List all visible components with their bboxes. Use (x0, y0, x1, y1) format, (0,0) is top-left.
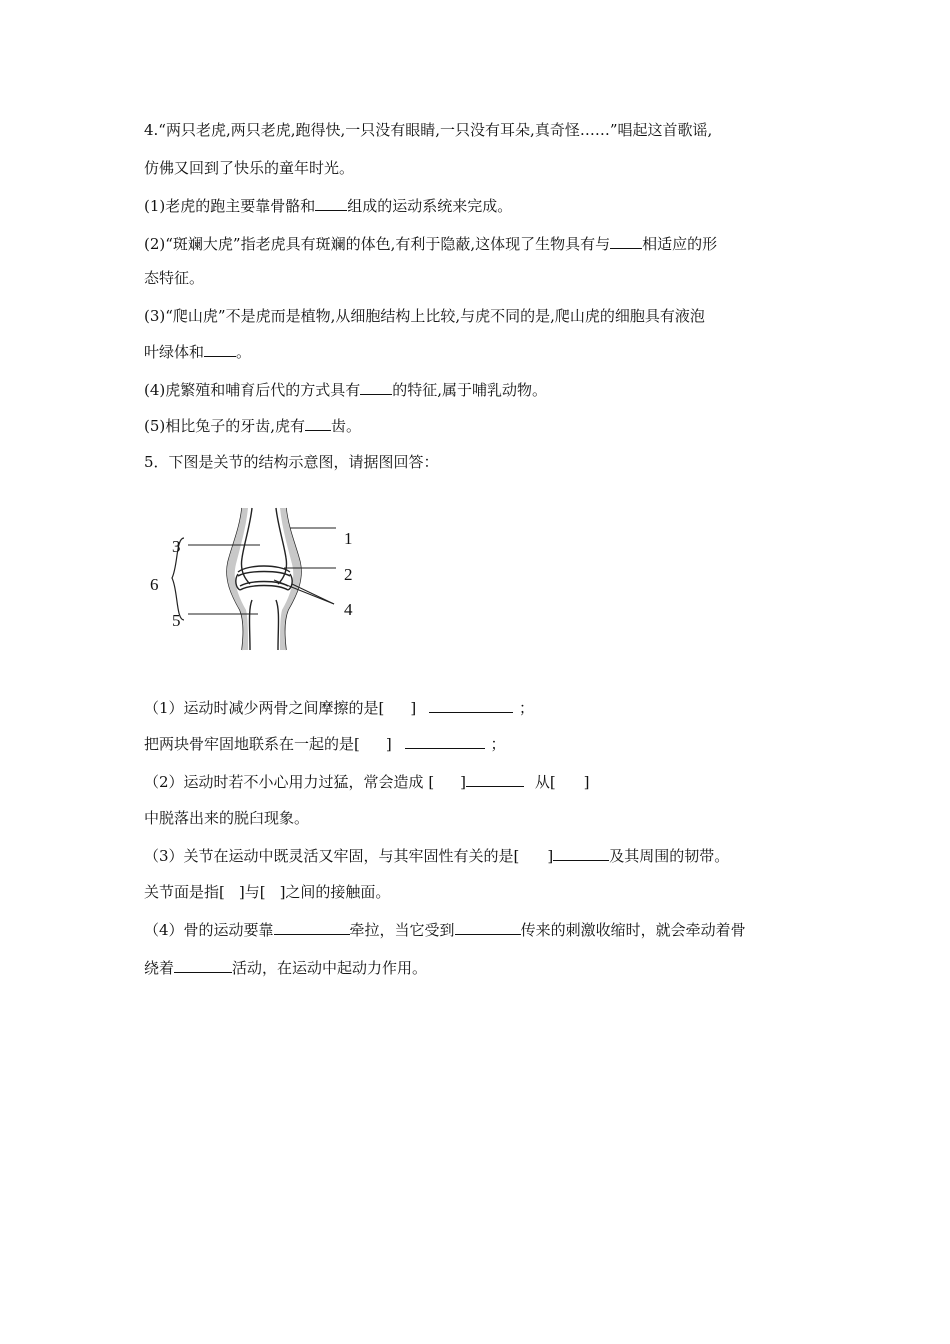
q5-title: 5．下图是关节的结构示意图，请据图回答： (144, 453, 439, 471)
diagram-label-2: 2 (344, 565, 353, 584)
q5-sub-3-text-e: ]与[ (238, 883, 266, 901)
q4-part-2-text-b: 相适应的形 (642, 235, 718, 253)
joint-surfaces (236, 566, 292, 590)
answer-blank[interactable] (174, 958, 232, 973)
q4-part-3-cont (144, 342, 251, 362)
q4-part-5-text-b: 齿。 (331, 417, 362, 435)
q5-sub-1-cont (144, 734, 506, 754)
q4-part-2-text-a: (2)“斑斓大虎”指老虎具有斑斓的体色,有利于隐蔽,这体现了生物具有与 (144, 235, 611, 253)
diagram-label-6: 6 (150, 575, 159, 594)
answer-blank[interactable] (455, 920, 521, 935)
diagram-label-3: 3 (172, 537, 181, 556)
q4-part-5 (144, 416, 361, 436)
q4-part-4-text-b: 的特征,属于哺乳动物。 (392, 381, 548, 399)
q5-sub-4 (144, 920, 746, 940)
q4-part-1-text-b: 组成的运动系统来完成。 (347, 197, 513, 215)
answer-blank[interactable] (466, 772, 524, 787)
q5-sub-3-text-a: （3）关节在运动中既灵活又牢固，与其牢固性有关的是[ (144, 847, 520, 865)
answer-blank[interactable] (274, 920, 350, 935)
q4-part-2-cont: 态特征。 (144, 269, 205, 287)
q5-sub-3-cont (144, 882, 390, 902)
q4-part-3-text-b: 叶绿体和 (144, 343, 205, 361)
answer-blank[interactable] (315, 196, 347, 211)
q4-intro-line-1: 4.“两只老虎,两只老虎,跑得快,一只没有眼睛,一只没有耳朵,真奇怪……”唱起这首歌谣, (144, 121, 713, 139)
q5-sub-4-text-c: 传来的刺激收缩时，就会牵动着骨 (520, 921, 746, 939)
q4-part-1-text-a: (1)老虎的跑主要靠骨骼和 (144, 197, 316, 215)
q5-sub-4-text-b: 牵拉，当它受到 (349, 921, 455, 939)
answer-blank[interactable] (405, 734, 485, 749)
q5-sub-1-text-b: ] (410, 699, 417, 717)
q5-sub-1-text-a: （1）运动时减少两骨之间摩擦的是[ (144, 699, 385, 717)
q5-sub-2 (144, 772, 590, 792)
q5-sub-3-text-d: 关节面是指[ (144, 883, 225, 901)
answer-blank[interactable] (305, 416, 331, 431)
q5-sub-4-text-e: 活动，在运动中起动力作用。 (232, 959, 428, 977)
diagram-label-1: 1 (344, 529, 353, 548)
q4-intro-line-2: 仿佛又回到了快乐的童年时光。 (144, 159, 355, 177)
q4-part-4 (144, 380, 547, 400)
answer-blank[interactable] (610, 234, 642, 249)
q5-sub-3-text-f: ]之间的接触面。 (279, 883, 391, 901)
joint-diagram (144, 500, 384, 660)
q5-sub-3 (144, 846, 729, 866)
q5-sub-1-text-d: 把两块骨牢固地联系在一起的是[ (144, 735, 360, 753)
answer-blank[interactable] (204, 342, 236, 357)
q4-part-3-text-c: 。 (236, 343, 252, 361)
q5-sub-3-text-b: ] (547, 847, 554, 865)
q5-sub-1-text-f: ； (490, 735, 506, 753)
diagram-label-5: 5 (172, 611, 181, 630)
q4-part-2 (144, 234, 717, 254)
q4-part-4-text-a: (4)虎繁殖和哺育后代的方式具有 (144, 381, 361, 399)
answer-blank[interactable] (553, 846, 609, 861)
q5-sub-4-text-d: 绕着 (144, 959, 175, 977)
q5-sub-2-text-c: 从[ (534, 773, 556, 791)
q5-sub-2-text-d: ] (583, 773, 590, 791)
q5-sub-4-text-a: （4）骨的运动要靠 (144, 921, 274, 939)
q5-sub-1 (144, 698, 534, 718)
answer-blank[interactable] (360, 380, 392, 395)
q5-sub-2-text-a: （2）运动时若不小心用力过猛，常会造成 [ (144, 773, 435, 791)
q5-sub-4-cont (144, 958, 427, 978)
q5-sub-3-text-c: 及其周围的韧带。 (609, 847, 730, 865)
q5-sub-1-text-c: ； (519, 699, 535, 717)
q4-part-3: (3)“爬山虎”不是虎而是植物,从细胞结构上比较,与虎不同的是,爬山虎的细胞具有液泡 (144, 307, 705, 325)
q4-part-1 (144, 196, 512, 216)
answer-blank[interactable] (429, 698, 513, 713)
q5-sub-2-text-b: ] (460, 773, 467, 791)
q5-sub-2-cont: 中脱落出来的脱臼现象。 (144, 809, 310, 827)
diagram-label-4: 4 (344, 600, 353, 619)
cartilage-shading (227, 508, 301, 650)
q4-part-5-text-a: (5)相比兔子的牙齿,虎有 (144, 417, 306, 435)
q5-sub-1-text-e: ] (385, 735, 392, 753)
